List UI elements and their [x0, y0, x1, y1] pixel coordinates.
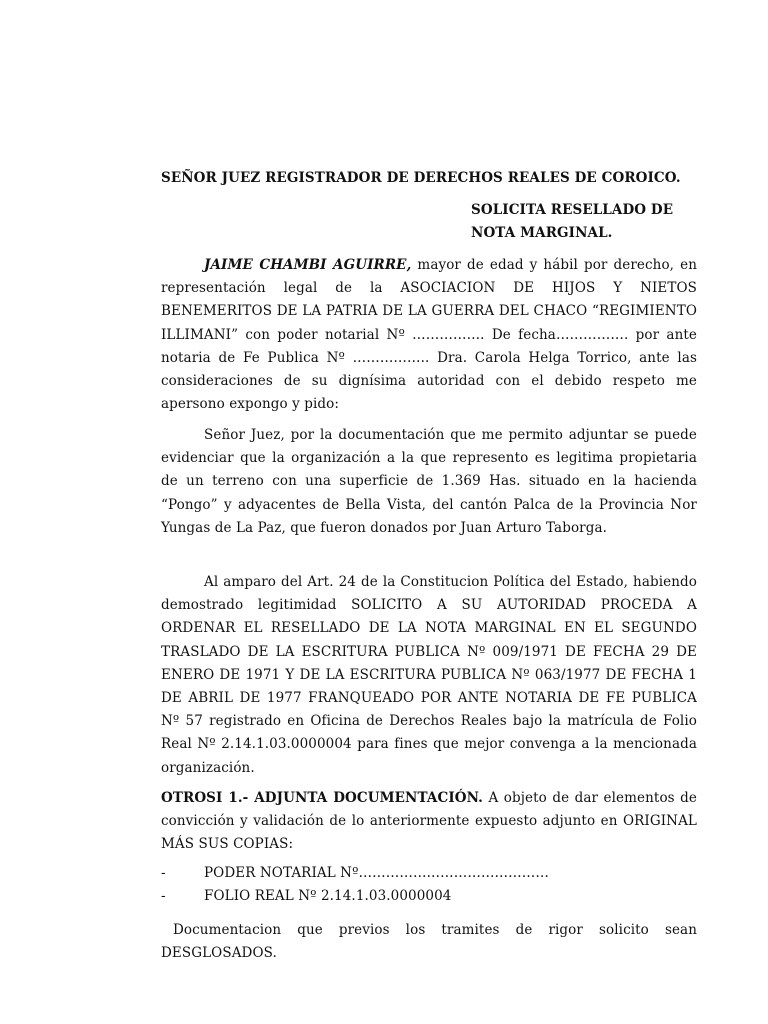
subject-line-1: SOLICITA RESELLADO DE	[471, 202, 674, 218]
list-dash: -	[161, 865, 166, 881]
list-item-text: FOLIO REAL Nº 2.14.1.03.0000004	[204, 888, 452, 904]
paragraph-closing: Documentacion que previos los tramites de rigor solicito sean DESGLOSADOS.	[161, 922, 697, 962]
paragraph-ownership: Señor Juez, por la documentación que me permito adjuntar se puede evidenciar que la organización a la que represento es legitima propietaria de un terreno con una superficie de 1.369 Has. situado en la hacienda “Pongo” y adyacentes de Bella Vista, del cantón Palca de la Provincia Nor Yungas de La Paz, que fueron donados por Juan Arturo Taborga.	[161, 427, 697, 536]
list-item-text: PODER NOTARIAL Nº……………………………………	[204, 865, 549, 881]
otrosi-heading: OTROSI 1.- ADJUNTA DOCUMENTACIÓN.	[161, 790, 483, 806]
subject-heading	[471, 199, 731, 245]
subject-line-2: NOTA MARGINAL.	[471, 225, 613, 241]
introduction-text: mayor de edad y hábil por derecho, en representación legal de la ASOCIACION DE HIJOS Y NIETOS BENEMERITOS DE LA PATRIA DE LA GUERRA DEL CHACO “REGIMIENTO ILLIMANI” con poder notarial Nº ……………. De fecha……………. por ante notaria de Fe Publica Nº …………….. Dra. Carola Helga Torrico, ante las consideraciones de su dignísima autoridad con el debido respeto me apersono expongo y pido:	[161, 257, 697, 413]
list-dash: -	[161, 888, 166, 904]
attachments-list	[161, 862, 697, 908]
paragraph-otrosi	[161, 787, 697, 857]
list-item	[161, 885, 697, 908]
otrosi-text: A objeto de dar elementos de convicción y validación de lo anteriormente expuesto adjunto en ORIGINAL MÁS SUS COPIAS:	[161, 790, 698, 853]
paragraph-introduction	[161, 254, 697, 416]
list-item	[161, 862, 697, 885]
petitioner-name: JAIME CHAMBI AGUIRRE,	[204, 257, 412, 273]
addressee-heading: SEÑOR JUEZ REGISTRADOR DE DERECHOS REALES DE COROICO.	[161, 170, 681, 186]
paragraph-request: Al amparo del Art. 24 de la Constitucion Política del Estado, habiendo demostrado legitimidad SOLICITO A SU AUTORIDAD PROCEDA A ORDENAR EL RESELLADO DE LA NOTA MARGINAL EN EL SEGUNDO TRASLADO DE LA ESCRITURA PUBLICA Nº 009/1971 DE FECHA 29 DE ENERO DE 1971 Y DE LA ESCRITURA PUBLICA Nº 063/1977 DE FECHA 1 DE ABRIL DE 1977 FRANQUEADO POR ANTE NOTARIA DE FE PUBLICA Nº 57 registrado en Oficina de Derechos Reales bajo la matrícula de Folio Real Nº 2.14.1.03.0000004 para fines que mejor convenga a la mencionada organización.	[161, 574, 697, 776]
